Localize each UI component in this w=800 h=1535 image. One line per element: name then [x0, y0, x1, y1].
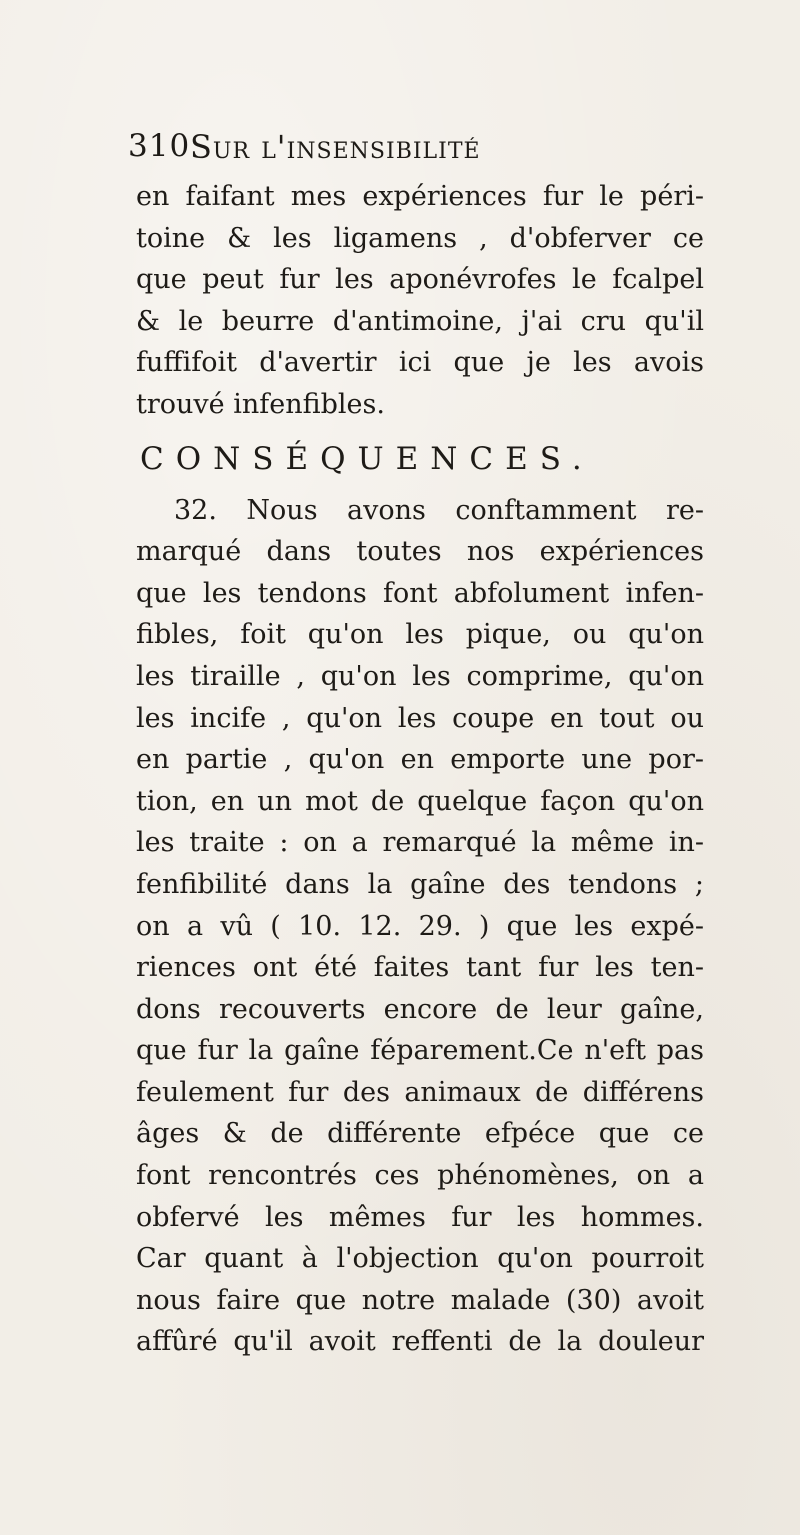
page-header	[128, 128, 708, 172]
text-line: les incife , qu'on les coupe en tout ou	[136, 702, 704, 734]
text-line: 32. Nous avons conftamment re-	[174, 494, 704, 526]
text-line: affûré qu'il avoit reffenti de la douleur	[136, 1326, 704, 1358]
text-line: âges & de différente efpéce que ce	[136, 1118, 704, 1150]
text-line: toine & les ligamens , d'obferver ce	[136, 222, 704, 254]
text-line: on a vû ( 10. 12. 29. ) que les expé-	[136, 910, 704, 942]
text-line: fibles, foit qu'on les pique, ou qu'on	[136, 619, 704, 651]
text-line: fuffifoit d'avertir ici que je les avois	[136, 347, 704, 379]
text-line: dons recouverts encore de leur gaîne,	[136, 993, 704, 1025]
paragraph-1	[136, 176, 704, 426]
text-line: tion, en un mot de quelque façon qu'on	[136, 785, 704, 817]
text-line: les tiraille , qu'on les comprime, qu'on	[136, 660, 704, 692]
running-title: Sur l'insensibilité	[190, 128, 481, 166]
body-text	[136, 176, 704, 1363]
text-line: & le beurre d'antimoine, j'ai cru qu'il	[136, 305, 704, 337]
text-line: obfervé les mêmes fur les hommes.	[136, 1201, 704, 1233]
text-line: Car quant à l'objection qu'on pourroit	[136, 1243, 704, 1275]
text-line: font rencontrés ces phénomènes, on a	[136, 1160, 704, 1192]
text-line: feulement fur des animaux de différens	[136, 1076, 704, 1108]
text-line: en partie , qu'on en emporte une por-	[136, 744, 704, 776]
text-line: trouvé infenfibles.	[136, 388, 385, 420]
text-line: que les tendons font abfolument infen-	[136, 577, 704, 609]
text-line: riences ont été faites tant fur les ten-	[136, 952, 704, 984]
text-line: que fur la gaîne féparement.Ce n'eft pas	[136, 1035, 704, 1067]
text-line: en faifant mes expériences fur le péri-	[136, 181, 704, 212]
text-line: nous faire que notre malade (30) avoit	[136, 1284, 704, 1316]
text-line: que peut fur les aponévrofes le fcalpel	[136, 264, 704, 296]
section-heading: CONSÉQUENCES.	[140, 440, 594, 477]
text-line: marqué dans toutes nos expériences	[136, 536, 704, 568]
paragraph-2	[136, 490, 704, 1363]
text-line: fenfibilité dans la gaîne des tendons ;	[136, 868, 704, 900]
page-number: 310	[128, 128, 191, 164]
text-line: les traite : on a remarqué la même in-	[136, 827, 704, 859]
